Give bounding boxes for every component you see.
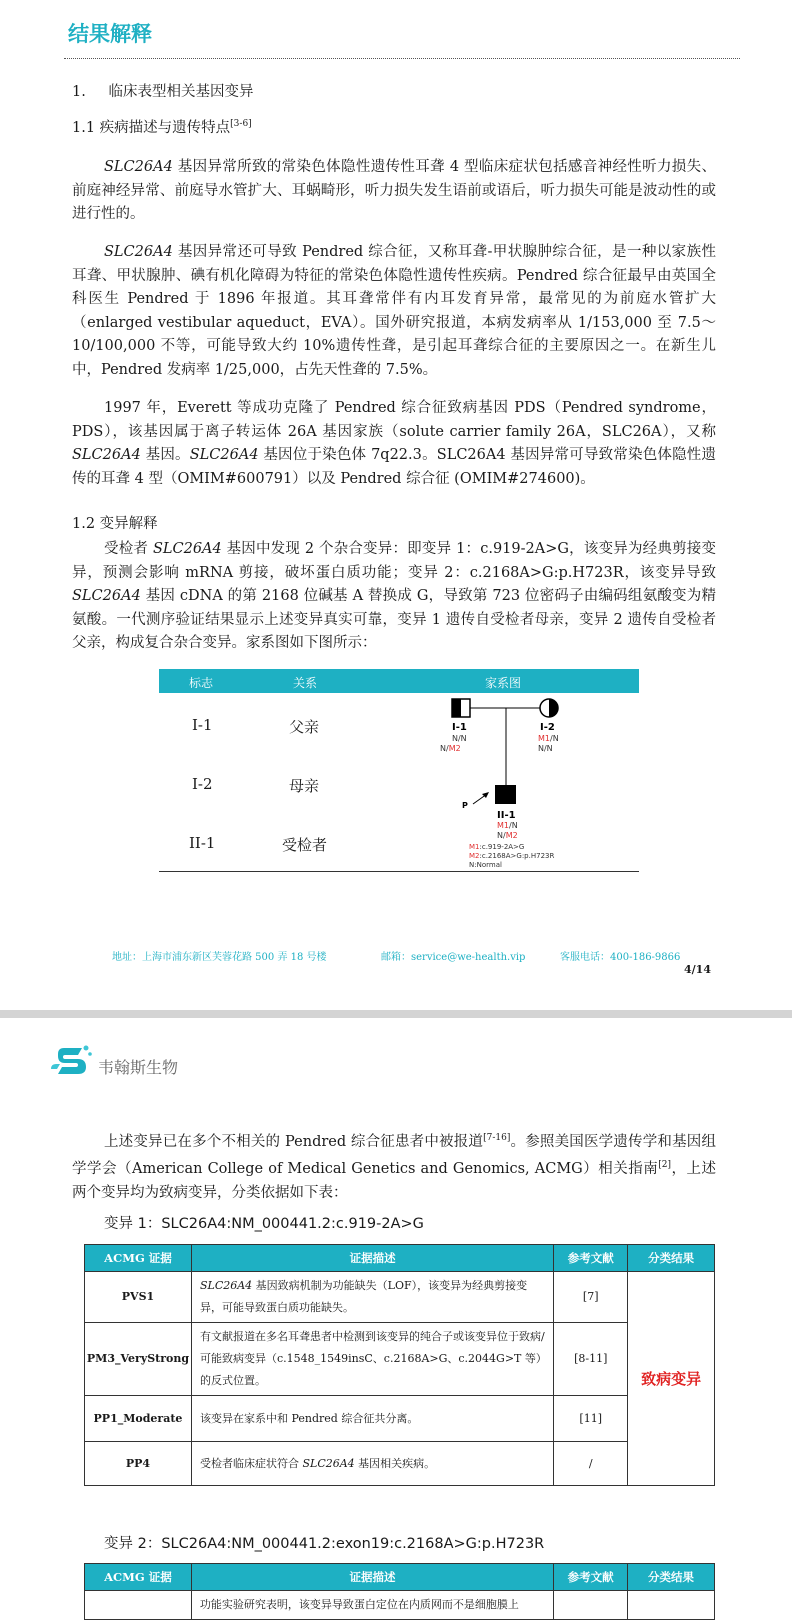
i1-genotype-2 — [440, 744, 461, 753]
acmg-table-variant-2 — [84, 1563, 715, 1620]
paragraph-4-text: 受检者 — [104, 541, 153, 557]
citation-3-6: [3-6] — [230, 119, 252, 130]
logo-dot — [84, 1046, 89, 1051]
table-header-row — [85, 1564, 715, 1591]
evidence-code: PM3_VeryStrong — [85, 1323, 192, 1396]
section-title: 结果解释 — [68, 22, 152, 46]
heading-1-1 — [72, 116, 252, 137]
evidence-reference: [7] — [554, 1272, 628, 1323]
col-header-evidence: ACMG 证据 — [85, 1564, 192, 1591]
legend-m1-key: M1 — [469, 843, 480, 851]
proband-marker: P — [462, 801, 468, 810]
dotted-divider — [64, 58, 740, 59]
table-row — [85, 1442, 715, 1486]
genotype-normal: /N — [550, 734, 559, 743]
evidence-description — [191, 1442, 553, 1486]
genotype-normal: N/ — [497, 831, 506, 840]
mother-symbol-fill — [549, 699, 558, 717]
paragraph-2-text: 基因异常还可导致 Pendred 综合征，又称耳聋-甲状腺肿综合征，是一种以家族性耳聋、甲状腺肿、碘有机化障碍为特征的常染色体隐性遗传性疾病。Pendred 综合征最早由英国全科医生 Pendred 于 1896 年报道。其耳聋常伴有内耳发育异常，最常见的为前庭水管扩大（enlarged vestibular aqueduct，EVA）。国外研究报道，本病发病率从 1/153,000 至 7.5～10/100,000 不等，可能导致大约 10%遗传性聋，是引起耳聋综合征的主要原因之一。在新生儿中，Pendred 发病率 1/25,000，占先天性聋的 7.5%。 — [72, 244, 716, 378]
gene-name: SLC26A4 — [199, 1279, 253, 1292]
ii1-genotype-1 — [497, 821, 518, 830]
i1-label: I-1 — [452, 722, 467, 733]
gene-name: SLC26A4 — [72, 447, 141, 463]
table-row — [85, 1272, 715, 1323]
pedigree-relation-mother: 母亲 — [289, 777, 320, 795]
company-logo-icon — [48, 1042, 94, 1080]
col-header-description: 证据描述 — [191, 1564, 553, 1591]
variant-2-title: 变异 2：SLC26A4:NM_000441.2:exon19:c.2168A>G:p.H723R — [104, 1536, 545, 1552]
pedigree-mark-ii1: II-1 — [189, 834, 216, 852]
ii1-label: II-1 — [497, 810, 516, 821]
paragraph-4-text: 基因中发现 2 个杂合变异：即变异 1：c.919-2A>G，该变异为经典剪接变异，预测会影响 mRNA 剪接，破坏蛋白质功能；变异 2：c.2168A>G:p.H723R，该变异导致 — [72, 541, 717, 581]
gene-name: SLC26A4 — [104, 244, 173, 260]
intro-text: 上述变异已在多个不相关的 Pendred 综合征患者中被报道 — [104, 1133, 484, 1150]
heading-1-2: 1.2 变异解释 — [72, 516, 158, 532]
legend-m1 — [469, 843, 524, 851]
paragraph-2 — [72, 241, 716, 382]
paragraph-1-text: 基因异常所致的常染色体隐性遗传性耳聋 4 型临床症状包括感音神经性听力损失、前庭神经异常、前庭导水管扩大、耳蜗畸形，听力损失发生语前或语后，听力损失可能是波动性的或进行性的。 — [72, 159, 716, 222]
intro-paragraph — [72, 1127, 716, 1205]
acmg-table-variant-1 — [84, 1244, 715, 1486]
description-text: 基因相关疾病。 — [354, 1456, 436, 1470]
col-header-description: 证据描述 — [191, 1245, 553, 1272]
paragraph-1 — [72, 156, 716, 227]
i2-genotype-1 — [538, 734, 559, 743]
variant-1-title: 变异 1：SLC26A4:NM_000441.2:c.919-2A>G — [104, 1216, 424, 1232]
evidence-description — [191, 1272, 553, 1323]
evidence-code: PP1_Moderate — [85, 1396, 192, 1442]
gene-name: SLC26A4 — [189, 447, 259, 463]
classification-result: 致病变异 — [628, 1272, 715, 1486]
citation-2: [2] — [658, 1160, 672, 1171]
col-header-classification: 分类结果 — [628, 1564, 715, 1591]
father-symbol-fill — [452, 699, 461, 717]
evidence-code — [85, 1591, 192, 1620]
genotype-normal: N/ — [440, 744, 449, 753]
intro-text: 。参照美国医学遗传学和基因组学学会（American College of Medical Genetics and Genomics, ACMG）相关指南 — [72, 1133, 716, 1178]
paragraph-3-text: 基因位于染色体 7q22.3。SLC26A4 基因异常可导致常染色体隐性遗传的耳聋 4 型（OMIM#600791）以及 Pendred 综合征 (OMIM#274600)。 — [72, 447, 716, 487]
evidence-code: PP4 — [85, 1442, 192, 1486]
pedigree-table — [159, 669, 639, 693]
heading-1-text: 临床表型相关基因变异 — [108, 84, 254, 100]
footer-phone: 客服电话：400-186-9866 — [560, 952, 681, 963]
genotype-mutant: M1 — [538, 734, 550, 743]
pedigree-table-header — [159, 669, 639, 693]
genotype-mutant: M2 — [448, 744, 461, 753]
legend-m2 — [469, 852, 554, 860]
col-header-reference: 参考文献 — [554, 1564, 628, 1591]
genotype-normal: /N — [509, 821, 518, 830]
gene-name: SLC26A4 — [72, 588, 141, 604]
proband-symbol — [495, 785, 516, 804]
evidence-code: PVS1 — [85, 1272, 192, 1323]
evidence-reference: / — [554, 1442, 628, 1486]
page-separator — [0, 1010, 792, 1018]
company-name: 韦翰斯生物 — [98, 1058, 179, 1077]
legend-m2-key: M2 — [469, 852, 480, 860]
i2-genotype-2: N/N — [538, 744, 553, 753]
heading-1-1-text: 1.1 疾病描述与遗传特点 — [72, 120, 231, 136]
page-number: 4/14 — [684, 963, 711, 976]
pedigree-relation-father: 父亲 — [289, 718, 320, 736]
col-header-evidence: ACMG 证据 — [85, 1245, 192, 1272]
header-pedigree: 家系图 — [485, 676, 522, 690]
footer-email: 邮箱：service@we-health.vip — [381, 952, 526, 963]
evidence-description: 功能实验研究表明，该变异导致蛋白定位在内质网而不是细胞膜上 — [191, 1591, 553, 1620]
citation-7-16: [7-16] — [483, 1133, 511, 1143]
classification-result — [628, 1591, 715, 1620]
evidence-reference: [8-11] — [554, 1323, 628, 1396]
pedigree-mark-i2: I-2 — [192, 775, 213, 793]
logo-dot — [88, 1052, 92, 1056]
pedigree-figure — [440, 694, 590, 874]
description-text: 受检者临床症状符合 — [199, 1456, 303, 1470]
pedigree-relation-proband: 受检者 — [282, 836, 328, 854]
evidence-reference — [554, 1591, 628, 1620]
heading-1-number: 1. — [72, 84, 86, 100]
intro-text: ，上述两个变异均为致病变异，分类依据如下表： — [72, 1161, 717, 1201]
pedigree-mark-i1: I-1 — [192, 716, 213, 734]
gene-name: SLC26A4 — [104, 159, 173, 175]
table-row — [85, 1396, 715, 1442]
header-relation: 关系 — [293, 676, 318, 690]
genotype-mutant: M2 — [505, 831, 518, 840]
table-header-row — [85, 1245, 715, 1272]
table-row — [85, 1323, 715, 1396]
logo-accent — [51, 1064, 60, 1069]
col-header-classification: 分类结果 — [628, 1245, 715, 1272]
gene-name: SLC26A4 — [152, 541, 222, 557]
evidence-description: 该变异在家系中和 Pendred 综合征共分离。 — [191, 1396, 553, 1442]
paragraph-3-text: 1997 年，Everett 等成功克隆了 Pendred 综合征致病基因 PDS（Pendred syndrome，PDS），该基因属于离子转运体 26A 基因家族（solute carrier family 26A，SLC26A），又称 — [72, 400, 716, 440]
legend-m1-value: :c.919-2A>G — [479, 843, 525, 851]
paragraph-3 — [72, 397, 716, 491]
heading-1 — [72, 80, 253, 101]
i1-genotype-1: N/N — [452, 734, 467, 743]
legend-normal: N:Normal — [469, 861, 502, 869]
footer-address: 地址：上海市浦东新区芙蓉花路 500 弄 18 号楼 — [112, 952, 327, 963]
header-mark: 标志 — [189, 676, 214, 690]
legend-m2-value: :c.2168A>G:p.H723R — [479, 852, 555, 860]
col-header-reference: 参考文献 — [554, 1245, 628, 1272]
gene-name: SLC26A4 — [302, 1456, 355, 1470]
description-text: 基因致病机制为功能缺失（LOF），该变异为经典剪接变异，可能导致蛋白质功能缺失。 — [199, 1279, 528, 1314]
genotype-mutant: M1 — [497, 821, 509, 830]
paragraph-4-text: 基因 cDNA 的第 2168 位碱基 A 替换成 G，导致第 723 位密码子由编码组氨酸变为精氨酸。一代测序验证结果显示上述变异真实可靠，变异 1 遗传自受检者母亲，变异 2 遗传自受检者父亲，构成复合杂合变异。家系图如下图所示： — [72, 588, 716, 651]
paragraph-4 — [72, 538, 716, 656]
ii1-genotype-2 — [497, 831, 518, 840]
paragraph-3-text: 基因。 — [140, 447, 190, 463]
evidence-description: 有文献报道在多名耳聋患者中检测到该变异的纯合子或该变异位于致病/可能致病变异（c.1548_1549insC、c.2168A>G、c.2044G>T 等）的反式位置。 — [191, 1323, 553, 1396]
table-row — [85, 1591, 715, 1620]
i2-label: I-2 — [540, 722, 555, 733]
evidence-reference: [11] — [554, 1396, 628, 1442]
logo-mark — [58, 1048, 86, 1074]
